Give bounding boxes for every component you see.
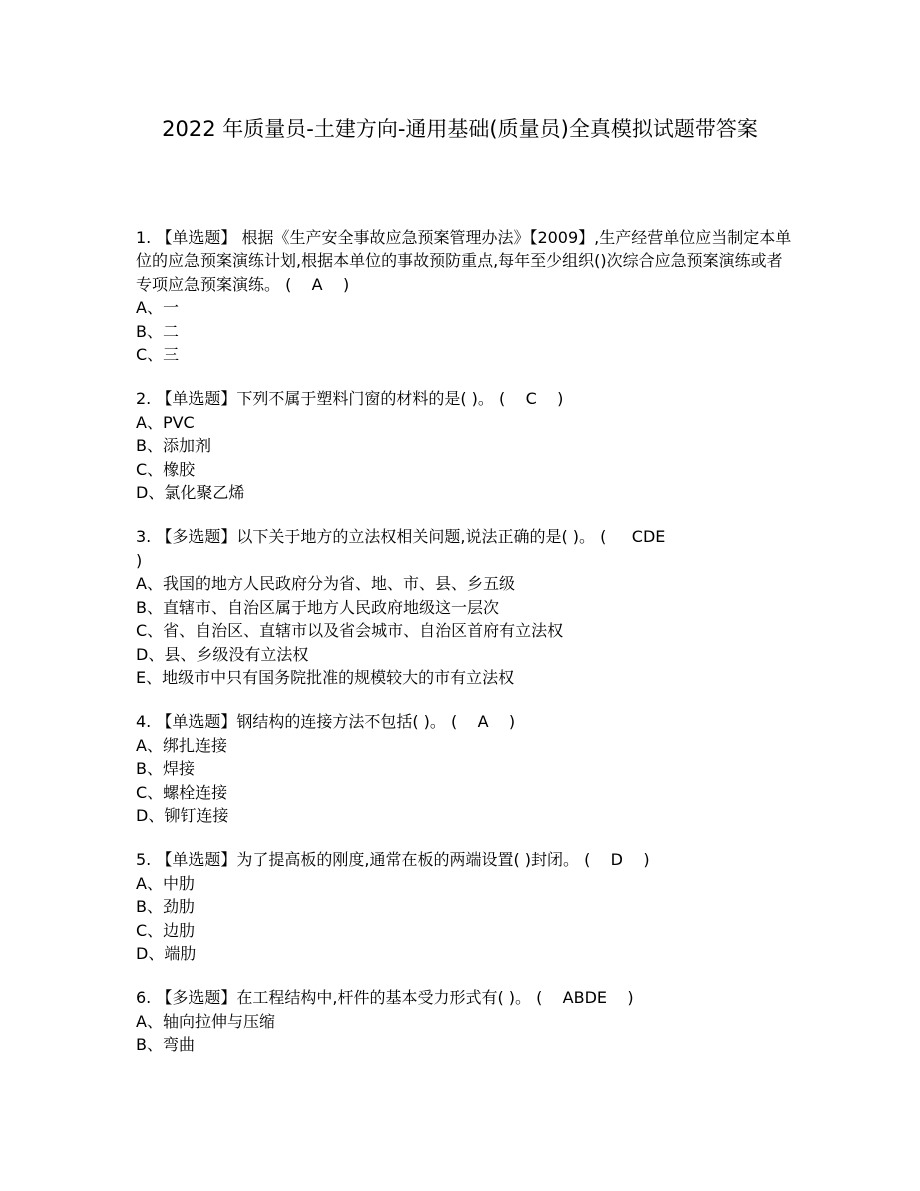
question-item: [136, 525, 796, 689]
question-item: [136, 986, 796, 1056]
answer-option: B、二: [136, 321, 179, 341]
answer-option: C、橡胶: [136, 459, 196, 479]
answer-option: D、端肋: [136, 943, 197, 963]
answer-option: A、轴向拉伸与压缩: [136, 1011, 275, 1031]
answer-option: E、地级市中只有国务院批准的规模较大的市有立法权: [136, 667, 515, 687]
answer-option: D、氯化聚乙烯: [136, 483, 245, 503]
answer-option: A、一: [136, 298, 179, 318]
answer-option: C、边肋: [136, 920, 196, 940]
answer-option: A、我国的地方人民政府分为省、地、市、县、乡五级: [136, 574, 515, 594]
answer-option: A、绑扎连接: [136, 735, 227, 755]
answer-option: C、省、自治区、直辖市以及省会城市、自治区首府有立法权: [136, 621, 564, 641]
answer-option: C、螺栓连接: [136, 782, 228, 802]
answer-option: B、劲肋: [136, 897, 195, 917]
answer-option: B、添加剂: [136, 436, 211, 456]
answer-option: A、PVC: [136, 412, 195, 432]
question-item: [136, 387, 796, 504]
question-stem: 1. 【单选题】 根据《生产安全事故应急预案管理办法》【2009】,生产经营单位应当制定本单位的应急预案演练计划,根据本单位的事故预防重点,每年至少组织()次综合应急预案演练或者专项应急预案演练。 ( A ): [136, 228, 792, 294]
answer-option: B、弯曲: [136, 1035, 195, 1055]
question-item: [136, 226, 796, 366]
question-item: [136, 848, 796, 965]
question-stem: 4. 【单选题】钢结构的连接方法不包括( )。 ( A ): [136, 712, 516, 732]
answer-option: B、直辖市、自治区属于地方人民政府地级这一层次: [136, 597, 499, 617]
document-title: 2022 年质量员-土建方向-通用基础(质量员)全真模拟试题带答案: [162, 117, 758, 141]
question-stem: 2. 【单选题】下列不属于塑料门窗的材料的是( )。 ( C ): [136, 389, 564, 409]
question-list: [136, 226, 796, 1078]
answer-option: C、三: [136, 345, 180, 365]
question-item: [136, 710, 796, 827]
question-stem: 5. 【单选题】为了提高板的刚度,通常在板的两端设置( )封闭。 ( D ): [136, 850, 650, 870]
question-stem: 3. 【多选题】以下关于地方的立法权相关问题,说法正确的是( )。 ( CDE ): [136, 527, 666, 570]
answer-option: A、中肋: [136, 873, 195, 893]
answer-option: D、铆钉连接: [136, 805, 229, 825]
question-stem: 6. 【多选题】在工程结构中,杆件的基本受力形式有( )。 ( ABDE ): [136, 988, 634, 1008]
answer-option: D、县、乡级没有立法权: [136, 644, 309, 664]
answer-option: B、焊接: [136, 759, 195, 779]
